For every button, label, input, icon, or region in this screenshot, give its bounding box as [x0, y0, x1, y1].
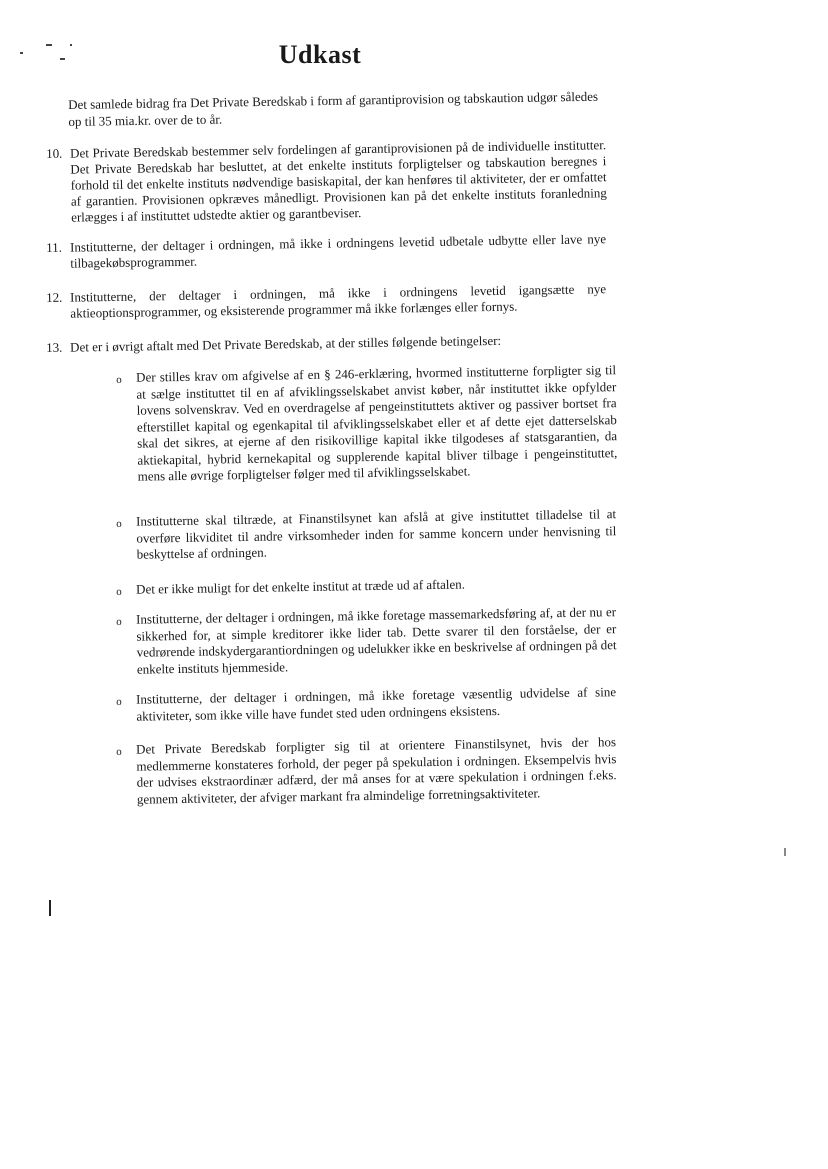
condition-bullet — [116, 506, 617, 563]
scan-mark — [49, 900, 51, 916]
numbered-item — [46, 137, 607, 226]
numbered-item — [46, 331, 606, 356]
intro-paragraph: Det samlede bidrag fra Det Private Beredskab i form af garantiprovision og tabskaution udgør således op til 35 mia.kr. over de to år. — [68, 88, 599, 129]
condition-bullet — [116, 362, 618, 485]
item-text: Institutterne, der deltager i ordningen, må ikke i ordningens levetid igangsætte nye aktieoptionsprogrammer, og eksisterende programmer må ikke forlænges eller fornys. — [69, 281, 607, 321]
bullet-text: Institutterne, der deltager i ordningen, må ikke foretage massemarkedsføring af, at der nu er sikkerhed for, at simple kreditorer ikke lider tab. Dette svarer til den forståelse, der er vedrørende indskydergarantiordningen og udelukker ikke en beskrivelse af ordningen på det enkelte instituts hjemmeside. — [135, 604, 617, 677]
numbered-item — [46, 231, 606, 272]
item-text: Det Private Beredskab bestemmer selv fordelingen af garantiprovisionen på de individuelle institutter. Det Private Beredskab har besluttet, at det enkelte instituts forpligtelser og tabskaution beregnes i forhold til det enkelte instituts nødvendige basiskapital, der kan henføres til aktiviteter, der er omfattet af garantien. Provisionen opkræves månedligt. Provisionen kan på det enkelte instituts foranledning erlægges i af instituttet udstedte aktier og garantbeviser. — [69, 137, 607, 225]
bullet-marker: o — [116, 695, 122, 708]
item-number: 13. — [46, 339, 63, 355]
bullet-marker: o — [116, 615, 122, 628]
bullet-marker: o — [116, 745, 122, 758]
condition-bullet — [116, 574, 616, 600]
item-number: 10. — [46, 145, 63, 161]
bullet-marker: o — [116, 373, 122, 386]
bullet-text: Der stilles krav om afgivelse af en § 246-erklæring, hvormed institutterne forpligter sig til at sælge instituttet til en af afviklingsselskabet anvist køber, når instituttet ikke opfylder lovens solvenskrav. Ved en overdragelse af pengeinstituttets aktiver og passiver bortset fra efterstillet kapital og egenkapital til afviklingsselskabet eller et af dette ejet datterselskab skal det sikres, at ejerne af den risikovillige kapital ikke tilgodeses af statsgarantien, da aktiekapital, hybrid kernekapital og supplerende kapital bliver tilbage i pengeinstituttet, mens alle øvrige forpligtelser følger med til afviklingsselskabet. — [135, 362, 618, 484]
bullet-text: Institutterne skal tiltræde, at Finanstilsynet kan afslå at give instituttet tilladelse til at overføre likviditet til andre virksomheder inden for samme koncern under henvisning til beskyttelse af ordningen. — [135, 506, 617, 562]
bullet-text: Institutterne, der deltager i ordningen, må ikke foretage væsentlig udvidelse af sine aktiviteter, som ikke ville have fundet sted uden ordningens eksistens. — [135, 684, 617, 724]
item-number: 12. — [46, 289, 63, 305]
scan-speck — [46, 44, 52, 46]
bullet-text: Det Private Beredskab forpligter sig til at orientere Finanstilsynet, hvis der hos medlemmerne konstateres forhold, der peger på spekulation i ordningen. Eksempelvis hvis der udvises ekstraordinær adfærd, der må anses for at være spekulation i ordningen f.eks. gennem aktiviteter, der afviger markant fra almindelige forretningsaktiviteter. — [135, 734, 617, 807]
numbered-item — [46, 281, 606, 322]
condition-bullet — [116, 734, 617, 808]
document-title: Udkast — [278, 40, 362, 69]
bullet-text: Det er ikke muligt for det enkelte institut at træde ud af aftalen. — [135, 576, 466, 597]
scan-speck — [784, 848, 786, 856]
scan-speck — [20, 52, 23, 54]
condition-bullet — [116, 604, 617, 678]
bullet-marker: o — [116, 517, 122, 530]
item-number: 11. — [46, 239, 63, 255]
bullet-marker: o — [116, 585, 122, 598]
scan-speck — [60, 58, 65, 60]
scan-speck — [70, 44, 72, 46]
item-text: Institutterne, der deltager i ordningen, må ikke i ordningens levetid udbetale udbytte eller lave nye tilbagekøbsprogrammer. — [69, 231, 607, 271]
condition-bullet — [116, 684, 616, 725]
item-text: Det er i øvrigt aftalt med Det Private Beredskab, at der stilles følgende betingelser: — [69, 332, 502, 355]
